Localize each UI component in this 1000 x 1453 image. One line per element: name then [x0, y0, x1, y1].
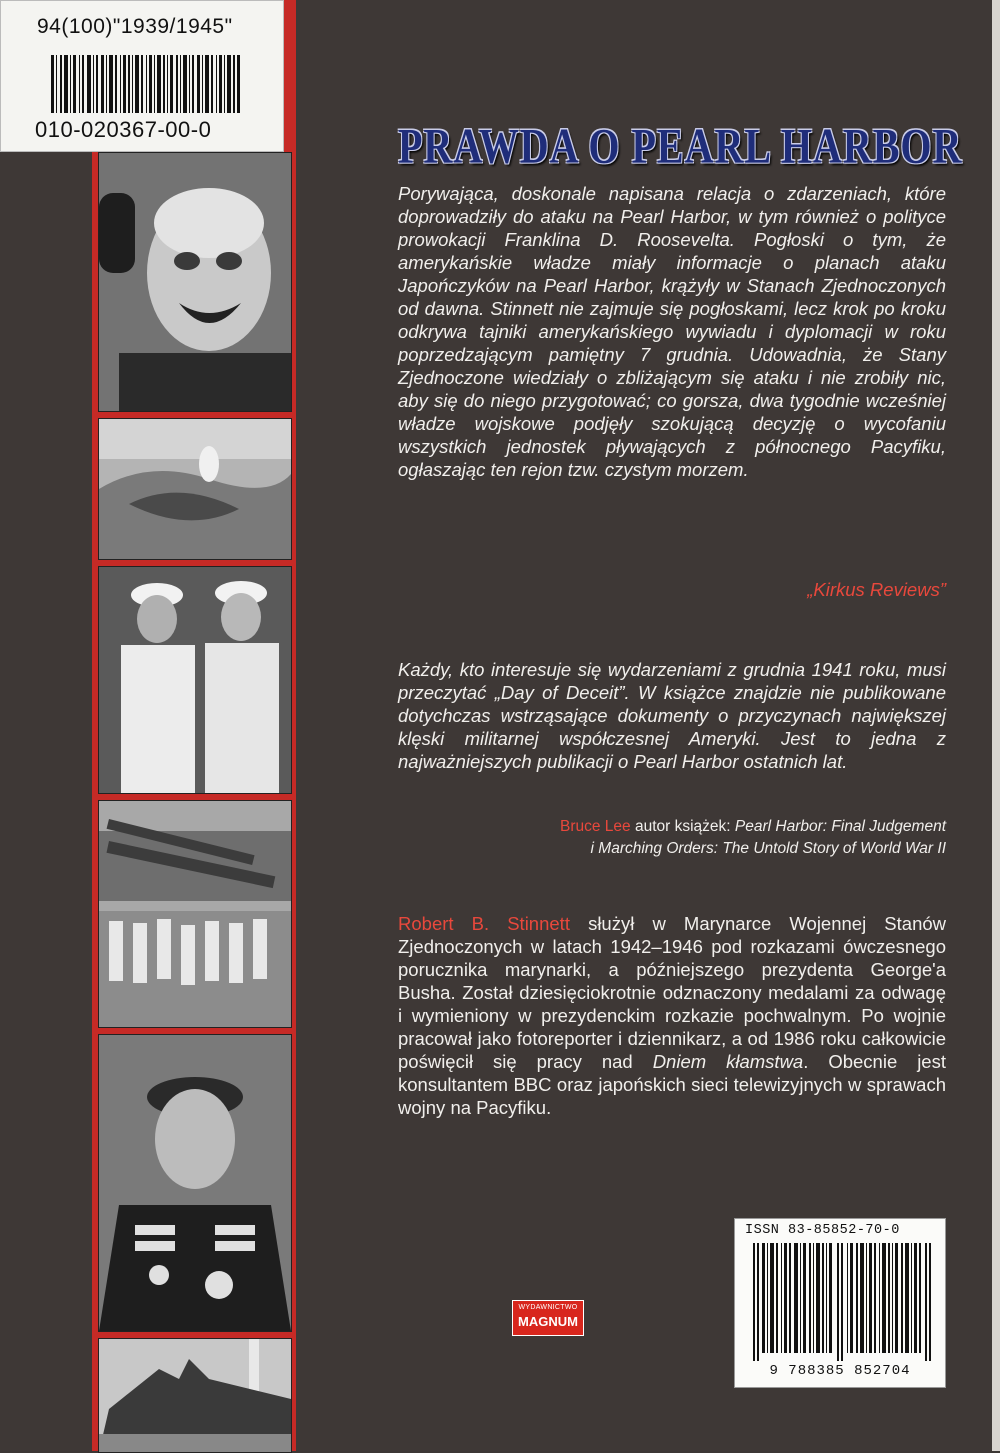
credit-work-1: Pearl Harbor: Final Judgement	[734, 818, 946, 835]
photo-aerial-harbor	[98, 418, 292, 560]
credit-work-2: i Marching Orders: The Untold Story of World War II	[590, 840, 946, 857]
page-edge	[992, 0, 1000, 1451]
naval-officers-icon	[99, 567, 291, 793]
photo-battleship	[98, 1338, 292, 1453]
credit-author-desc: autor książek:	[630, 818, 735, 835]
isbn-barcode-icon	[753, 1243, 933, 1361]
bio-text-2: . Obecnie jest konsultantem BBC oraz japońskich sieci telewizyjnych w sprawach wojny na Pacyfiku.	[398, 1051, 946, 1118]
review-bruce-lee	[398, 658, 946, 773]
review-kirkus	[398, 182, 946, 481]
credit-author-name: Bruce Lee	[560, 818, 631, 835]
publisher-logo	[512, 1300, 584, 1336]
bio-text-1: służył w Marynarce Wojennej Stanów Zjednoczonych w latach 1942–1946 pod rozkazami ówczesnego porucznika marynarki, a późniejszego prezydenta George'a Busha. Został dziesięciokrotnie odznaczony medalami za odwagę i wymieniony w prezydenckim rozkazie pochwalnym. Po wojnie pracował jako fotoreporter i dziennikarz, a od 1986 roku całkowicie poświęcił się pracy nad	[398, 913, 947, 1072]
photo-strip	[92, 0, 296, 1451]
review-kirkus-source: „Kirkus Reviews”	[807, 579, 946, 600]
ean-number: 9 788385 852704	[769, 1363, 911, 1379]
admiral-portrait-icon	[99, 1035, 291, 1331]
bio-author-name: Robert B. Stinnett	[398, 913, 570, 934]
review-kirkus-source-row	[398, 578, 946, 601]
photo-naval-officers	[98, 566, 292, 794]
review-bruce-lee-text: Każdy, kto interesuje się wydarzeniami z grudnia 1941 roku, musi przeczytać „Day of Deceit”. W książce znajdzie nie publikowane dotychczas wstrząsające dokumenty o przyczynach największej klęski militarnej współczesnej Ameryki. Jest to jedna z najważniejszych publikacji o Pearl Harbor ostatnich lat.	[398, 659, 946, 772]
classification-code: 94(100)"1939/1945"	[37, 15, 233, 38]
review-bruce-lee-credit	[398, 816, 946, 860]
issn-label: ISSN 83-85852-70-0	[745, 1223, 900, 1238]
publisher-logo-line1: WYDAWNICTWO	[518, 1304, 578, 1311]
portrait-laughing-man-icon	[99, 153, 291, 411]
isbn-barcode-box	[734, 1218, 946, 1388]
photo-portrait-laughing-man	[98, 152, 292, 412]
bio-book-title: Dniem kłamstwa	[652, 1051, 804, 1072]
photo-ship-guns-crew	[98, 800, 292, 1028]
book-title: PRAWDA O PEARL HARBOR	[398, 117, 963, 174]
inventory-number: 010-020367-00-0	[35, 117, 212, 142]
battleship-icon	[99, 1339, 291, 1452]
author-bio	[398, 912, 946, 1119]
library-sticker	[0, 0, 284, 152]
review-kirkus-text: Porywająca, doskonale napisana relacja o zdarzeniach, które doprowadziły do ataku na Pearl Harbor, w tym również o polityce prowokacji Franklina D. Roosevelta. Pogłoski o tym, że amerykańskie władze miały informacje o planach ataku Japończyków na Pearl Harbor, krążyły w Stanach Zjednoczonych od dawna. Stinnett nie zajmuje się pogłoskami, lecz krok po kroku odkrywa tajniki amerykańskiego wywiadu i dyplomacji w roku poprzedzającym pamiętny 7 grudnia. Udowadnia, że Stany Zjednoczone wiedziały o zbliżającym się ataku i nie zrobiły nic, aby się do niego przygotować; co gorsza, dwa tygodnie wcześniej władze wojskowe podjęły szokującą decyzję o wycofaniu wszystkich jednostek pływających z północnego Pacyfiku, ogłaszając ten rejon tzw. czystym morzem.	[398, 183, 946, 480]
photo-admiral-portrait	[98, 1034, 292, 1332]
aerial-harbor-icon	[99, 419, 291, 559]
ship-guns-crew-icon	[99, 801, 291, 1027]
library-barcode-icon	[51, 55, 241, 113]
publisher-logo-line2: MAGNUM	[518, 1314, 578, 1329]
